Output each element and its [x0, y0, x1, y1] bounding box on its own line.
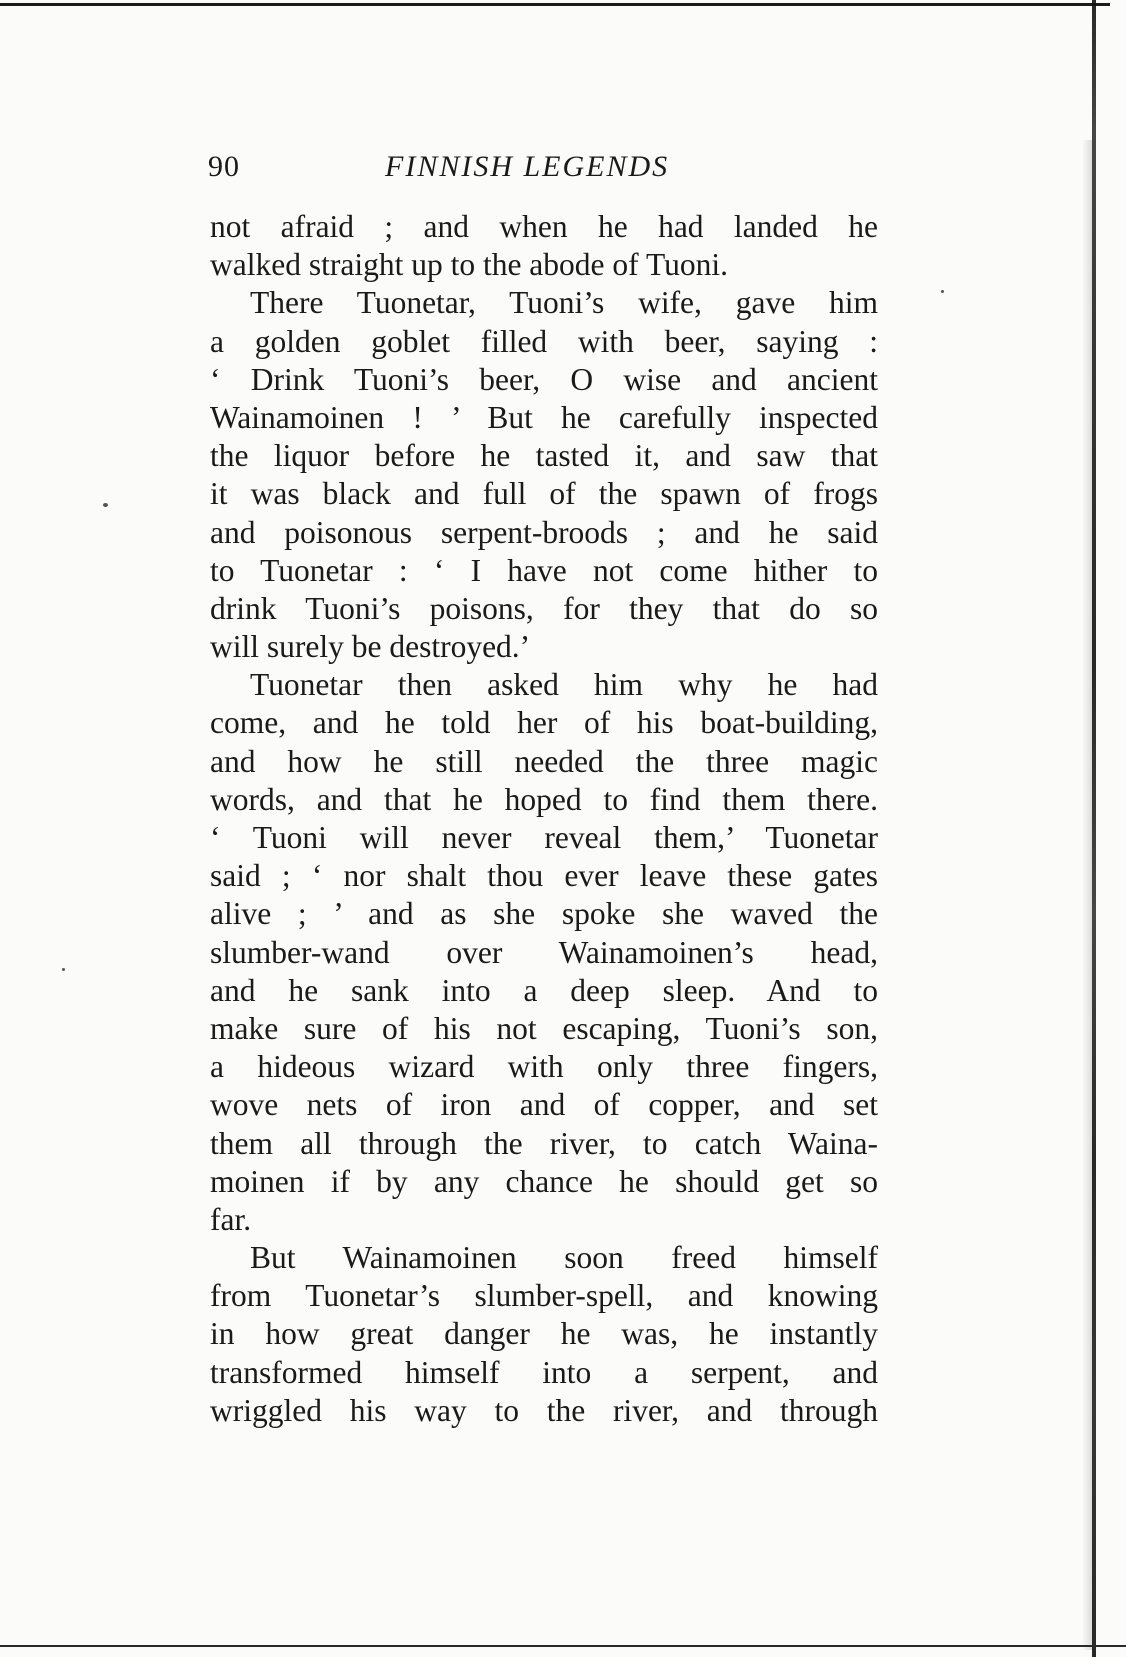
text-line: walked straight up to the abode of Tuoni. — [210, 247, 728, 283]
running-title: FINNISH LEGENDS — [385, 150, 670, 183]
page-header — [208, 150, 878, 190]
text-line: alive ; ’ and as she spoke she waved the — [210, 896, 878, 932]
text-line: slumber-wand over Wainamoinen’s head, — [210, 934, 878, 970]
text-line: wriggled his way to the river, and through — [210, 1392, 878, 1428]
bottom-border-rule — [0, 1645, 1126, 1647]
text-line: drink Tuoni’s poisons, for they that do so — [210, 590, 878, 626]
text-line: moinen if by any chance he should get so — [210, 1163, 878, 1199]
text-line: the liquor before he tasted it, and saw that — [210, 438, 878, 474]
text-line: ‘ Tuoni will never reveal them,’ Tuonetar — [210, 820, 878, 855]
text-line: a hideous wizard with only three fingers, — [210, 1049, 878, 1085]
text-line: and how he still needed the three magic — [210, 743, 878, 779]
text-line: in how great danger he was, he instantly — [210, 1316, 878, 1352]
text-line: Tuonetar then asked him why he had — [250, 667, 878, 703]
text-line: to Tuonetar : ‘ I have not come hither to — [210, 552, 878, 588]
paper-speck — [62, 968, 65, 971]
text-line: and poisonous serpent-broods ; and he said — [210, 514, 878, 550]
paper-speck — [103, 503, 108, 507]
book-spine-edge — [1092, 0, 1096, 1657]
text-line: There Tuonetar, Tuoni’s wife, gave him — [250, 285, 878, 321]
page-number: 90 — [208, 150, 240, 183]
text-line: it was black and full of the spawn of frogs — [210, 476, 878, 512]
text-line: transformed himself into a serpent, and — [210, 1354, 878, 1390]
text-line: a golden goblet filled with beer, saying : — [210, 323, 878, 359]
text-line: not afraid ; and when he had landed he — [210, 209, 878, 244]
text-line: come, and he told her of his boat-building, — [210, 705, 878, 741]
text-line: But Wainamoinen soon freed himself — [250, 1240, 878, 1276]
text-line: ‘ Drink Tuoni’s beer, O wise and ancient — [210, 361, 878, 397]
text-line: and he sank into a deep sleep. And to — [210, 972, 878, 1008]
text-line: wove nets of iron and of copper, and set — [210, 1087, 878, 1123]
binding-shadow — [1082, 140, 1092, 1650]
paper-speck — [941, 290, 944, 293]
body-text — [210, 208, 878, 1430]
text-line: make sure of his not escaping, Tuoni’s son, — [210, 1010, 878, 1046]
top-border-rule — [0, 3, 1110, 6]
text-line: words, and that he hoped to find them there. — [210, 781, 878, 817]
text-line: from Tuonetar’s slumber-spell, and knowing — [210, 1278, 878, 1314]
text-line: will surely be destroyed.’ — [210, 629, 531, 665]
text-line: them all through the river, to catch Waina- — [210, 1125, 878, 1161]
text-line: far. — [210, 1201, 252, 1237]
text-line: said ; ‘ nor shalt thou ever leave these gates — [210, 858, 878, 894]
text-line: Wainamoinen ! ’ But he carefully inspected — [210, 399, 878, 435]
